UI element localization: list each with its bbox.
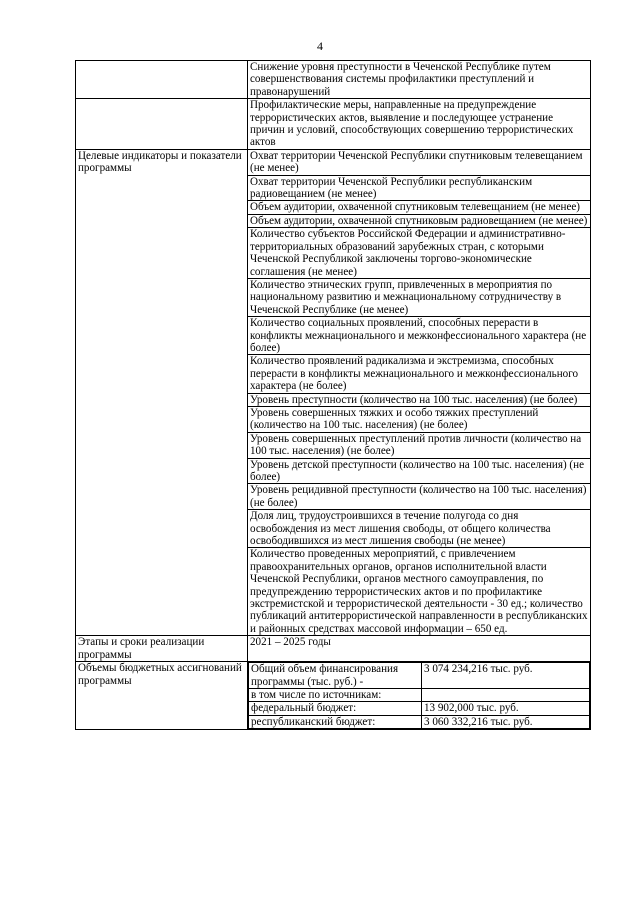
goal-cell: Профилактические меры, направленные на предупреждение террористических актов, выявление и последующее устранение причин и условий, способствующих совершению террористических актов	[248, 99, 591, 150]
budget-federal-value: 13 902,000 тыс. руб.	[422, 702, 590, 715]
empty-cell	[76, 61, 248, 99]
page-number: 4	[317, 39, 323, 53]
program-passport-table	[75, 60, 591, 730]
budget-republic-label: республиканский бюджет:	[249, 715, 422, 728]
stages-value: 2021 – 2025 годы	[248, 636, 591, 662]
indicator-cell: Объем аудитории, охваченной спутниковым телевещанием (не менее)	[248, 201, 591, 214]
budget-label: Объемы бюджетных ассигнований программы	[76, 662, 248, 730]
indicator-cell: Уровень преступности (количество на 100 тыс. населения) (не более)	[248, 393, 591, 406]
budget-total-value: 3 074 234,216 тыс. руб.	[422, 663, 590, 689]
indicator-row	[76, 149, 591, 175]
budget-republic-value: 3 060 332,216 тыс. руб.	[422, 715, 590, 728]
indicator-cell: Охват территории Чеченской Республики республиканским радиовещанием (не менее)	[248, 175, 591, 201]
indicator-cell: Доля лиц, трудоустроившихся в течение полугода со дня освобождения из мест лишения свободы, от общего количества освободившихся из мест лишения свободы (не менее)	[248, 510, 591, 548]
budget-sources-label: в том числе по источникам:	[249, 688, 422, 701]
indicator-cell: Охват территории Чеченской Республики спутниковым телевещанием (не менее)	[248, 149, 591, 175]
stages-label: Этапы и сроки реализации программы	[76, 636, 248, 662]
goal-row-1	[76, 61, 591, 99]
budget-federal-label: федеральный бюджет:	[249, 702, 422, 715]
indicators-label: Целевые индикаторы и показатели программы	[76, 149, 248, 635]
indicator-cell: Количество социальных проявлений, способных перерасти в конфликты межнационального и межконфессионального характера (не более)	[248, 317, 591, 355]
indicator-cell: Уровень детской преступности (количество на 100 тыс. населения) (не более)	[248, 458, 591, 484]
indicator-cell: Объем аудитории, охваченной спутниковым радиовещанием (не менее)	[248, 214, 591, 227]
indicator-cell: Количество проявлений радикализма и экстремизма, способных перерасти в конфликты межнационального и межконфессионального характера (не более)	[248, 355, 591, 393]
budget-cell	[248, 662, 591, 730]
budget-row	[76, 662, 591, 730]
budget-table	[248, 662, 590, 729]
indicator-cell: Уровень рецидивной преступности (количество на 100 тыс. населения) (не более)	[248, 484, 591, 510]
goal-row-2	[76, 99, 591, 150]
indicator-cell: Количество субъектов Российской Федерации и административно-территориальных образований зарубежных стран, с которыми Чеченской Республикой заключены торгово-экономические соглашения (не менее)	[248, 228, 591, 279]
empty-cell	[76, 99, 248, 150]
indicator-cell: Количество этнических групп, привлеченных в мероприятия по национальному развитию и межнациональному сотрудничеству в Чеченской Республике (не менее)	[248, 278, 591, 316]
indicator-cell: Уровень совершенных преступлений против личности (количество на 100 тыс. населения) (не более)	[248, 432, 591, 458]
empty-cell	[422, 688, 590, 701]
budget-total-label: Общий объем финансирования программы (тыс. руб.) -	[249, 663, 422, 689]
indicator-cell: Уровень совершенных тяжких и особо тяжких преступлений (количество на 100 тыс. населения) (не более)	[248, 406, 591, 432]
stages-row	[76, 636, 591, 662]
indicator-cell: Количество проведенных мероприятий, с привлечением правоохранительных органов, органов исполнительной власти Чеченской Республики, органов местного самоуправления, по предупреждению террористических актов и по профилактике экстремистской и террористической деятельности - 30 ед.; количество публикаций антитеррористической направленности в республиканских и районных средствах массовой информации – 650 ед.	[248, 548, 591, 636]
goal-cell: Снижение уровня преступности в Чеченской Республике путем совершенствования системы профилактики преступлений и правонарушений	[248, 61, 591, 99]
